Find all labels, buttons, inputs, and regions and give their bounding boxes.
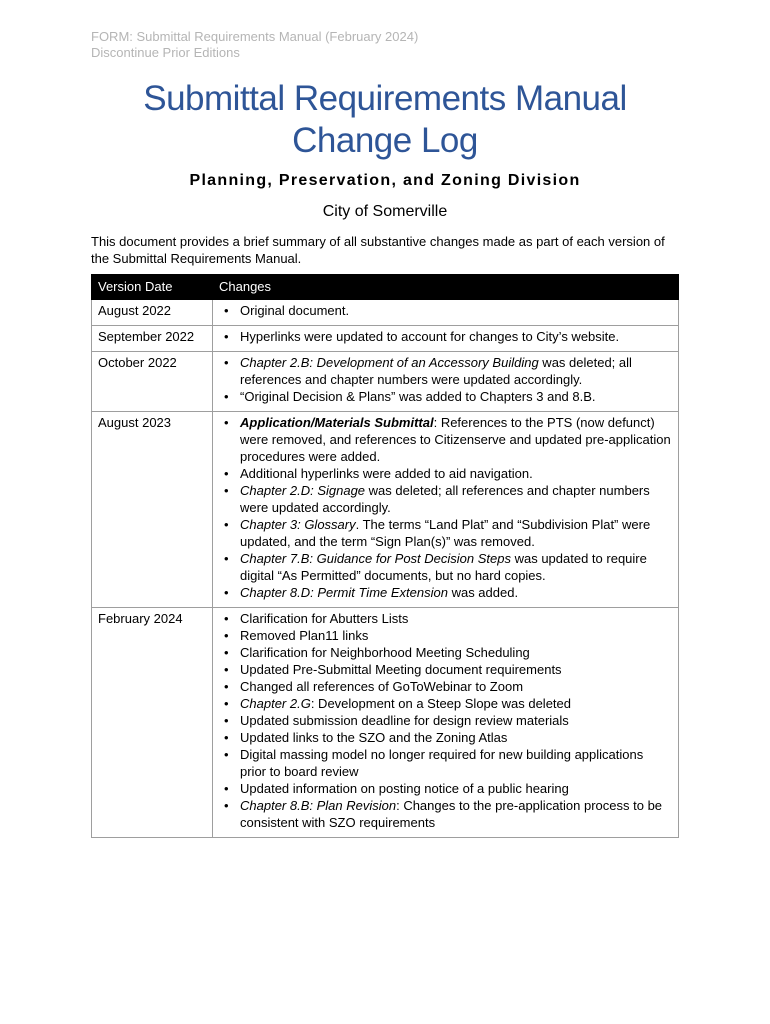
list-item xyxy=(219,695,672,712)
changes-cell xyxy=(213,300,679,326)
list-item xyxy=(219,414,672,465)
chapter-reference: Chapter 2.B: Development of an Accessory Building xyxy=(240,355,539,370)
change-text: Updated Pre-Submittal Meeting document requirements xyxy=(240,662,562,677)
changes-cell xyxy=(213,326,679,352)
change-text: . The terms “Land Plat” and “Subdivision Plat” were updated, and the term “Sign Plan(s)” was removed. xyxy=(240,517,651,549)
version-date-cell: October 2022 xyxy=(92,352,213,412)
list-item xyxy=(219,584,672,601)
version-date-cell: February 2024 xyxy=(92,608,213,838)
list-item xyxy=(219,780,672,797)
chapter-reference: Chapter 2.G xyxy=(240,696,311,711)
list-item xyxy=(219,482,672,516)
change-text: Additional hyperlinks were added to aid navigation. xyxy=(240,466,533,481)
change-text: was deleted; all references and chapter numbers were updated accordingly. xyxy=(240,483,650,515)
list-item xyxy=(219,644,672,661)
changes-list xyxy=(219,302,672,319)
table-row xyxy=(92,608,679,838)
table-body xyxy=(92,300,679,838)
document-title xyxy=(0,78,770,162)
list-item xyxy=(219,388,672,405)
city-name: City of Somerville xyxy=(322,203,448,220)
table-row xyxy=(92,326,679,352)
list-item xyxy=(219,746,672,780)
chapter-reference: Application/Materials Submittal xyxy=(240,415,434,430)
changes-cell xyxy=(213,352,679,412)
change-text: Updated information on posting notice of a public hearing xyxy=(240,781,569,796)
change-text: Clarification for Neighborhood Meeting Scheduling xyxy=(240,645,530,660)
form-edition-note xyxy=(91,29,418,61)
list-item xyxy=(219,465,672,482)
version-date-cell: August 2022 xyxy=(92,300,213,326)
discontinue-notice: Discontinue Prior Editions xyxy=(91,45,240,60)
chapter-reference: Chapter 2.D: Signage xyxy=(240,483,366,498)
changes-cell xyxy=(213,608,679,838)
list-item xyxy=(219,627,672,644)
changes-list xyxy=(219,354,672,405)
change-text: : Development on a Steep Slope was deleted xyxy=(310,696,571,711)
change-text: : References to the PTS (now defunct) were removed, and references to Citizenserve and updated pre-application procedures were added. xyxy=(240,415,671,464)
table-row xyxy=(92,352,679,412)
change-text: “Original Decision & Plans” was added to Chapters 3 and 8.B. xyxy=(240,389,596,404)
change-text: Digital massing model no longer required for new building applications prior to board review xyxy=(240,747,644,779)
intro-paragraph: This document provides a brief summary of all substantive changes made as part of each version of the Submittal Requirements Manual. xyxy=(91,234,665,266)
changes-list xyxy=(219,328,672,345)
list-item xyxy=(219,354,672,388)
changes-cell xyxy=(213,412,679,608)
list-item xyxy=(219,729,672,746)
chapter-reference: Chapter 3: Glossary xyxy=(240,517,356,532)
chapter-reference: Chapter 8.B: Plan Revision xyxy=(240,798,397,813)
change-text: was added. xyxy=(447,585,519,600)
chapter-reference: Chapter 7.B: Guidance for Post Decision Steps xyxy=(240,551,511,566)
change-log-table xyxy=(91,274,679,838)
list-item xyxy=(219,516,672,550)
changes-list xyxy=(219,610,672,831)
title-line-1: Submittal Requirements Manual xyxy=(143,79,627,118)
change-text: Updated links to the SZO and the Zoning Atlas xyxy=(240,730,508,745)
change-text: Updated submission deadline for design review materials xyxy=(240,713,569,728)
change-text: Clarification for Abutters Lists xyxy=(240,611,409,626)
change-text: Hyperlinks were updated to account for changes to City’s website. xyxy=(240,329,620,344)
list-item xyxy=(219,328,672,345)
form-edition-line: FORM: Submittal Requirements Manual (February 2024) xyxy=(91,29,419,44)
table-row xyxy=(92,300,679,326)
title-line-2: Change Log xyxy=(292,121,478,160)
header-version-date: Version Date xyxy=(92,275,213,300)
list-item xyxy=(219,678,672,695)
table-header-row xyxy=(92,275,679,300)
change-text: was updated to require digital “As Permitted” documents, but no hard copies. xyxy=(240,551,647,583)
header-changes: Changes xyxy=(213,275,679,300)
division-name: Planning, Preservation, and Zoning Division xyxy=(189,172,581,189)
list-item xyxy=(219,610,672,627)
change-text: was deleted; all references and chapter numbers were updated accordingly. xyxy=(240,355,632,387)
table-row xyxy=(92,412,679,608)
changes-list xyxy=(219,414,672,601)
chapter-reference: Chapter 8.D: Permit Time Extension xyxy=(240,585,448,600)
change-text: Removed Plan11 links xyxy=(240,628,369,643)
list-item xyxy=(219,797,672,831)
change-text: : Changes to the pre-application process to be consistent with SZO requirements xyxy=(240,798,663,830)
version-date-cell: August 2023 xyxy=(92,412,213,608)
change-text: Changed all references of GoToWebinar to Zoom xyxy=(240,679,524,694)
list-item xyxy=(219,661,672,678)
change-text: Original document. xyxy=(240,303,350,318)
list-item xyxy=(219,712,672,729)
list-item xyxy=(219,302,672,319)
version-date-cell: September 2022 xyxy=(92,326,213,352)
list-item xyxy=(219,550,672,584)
